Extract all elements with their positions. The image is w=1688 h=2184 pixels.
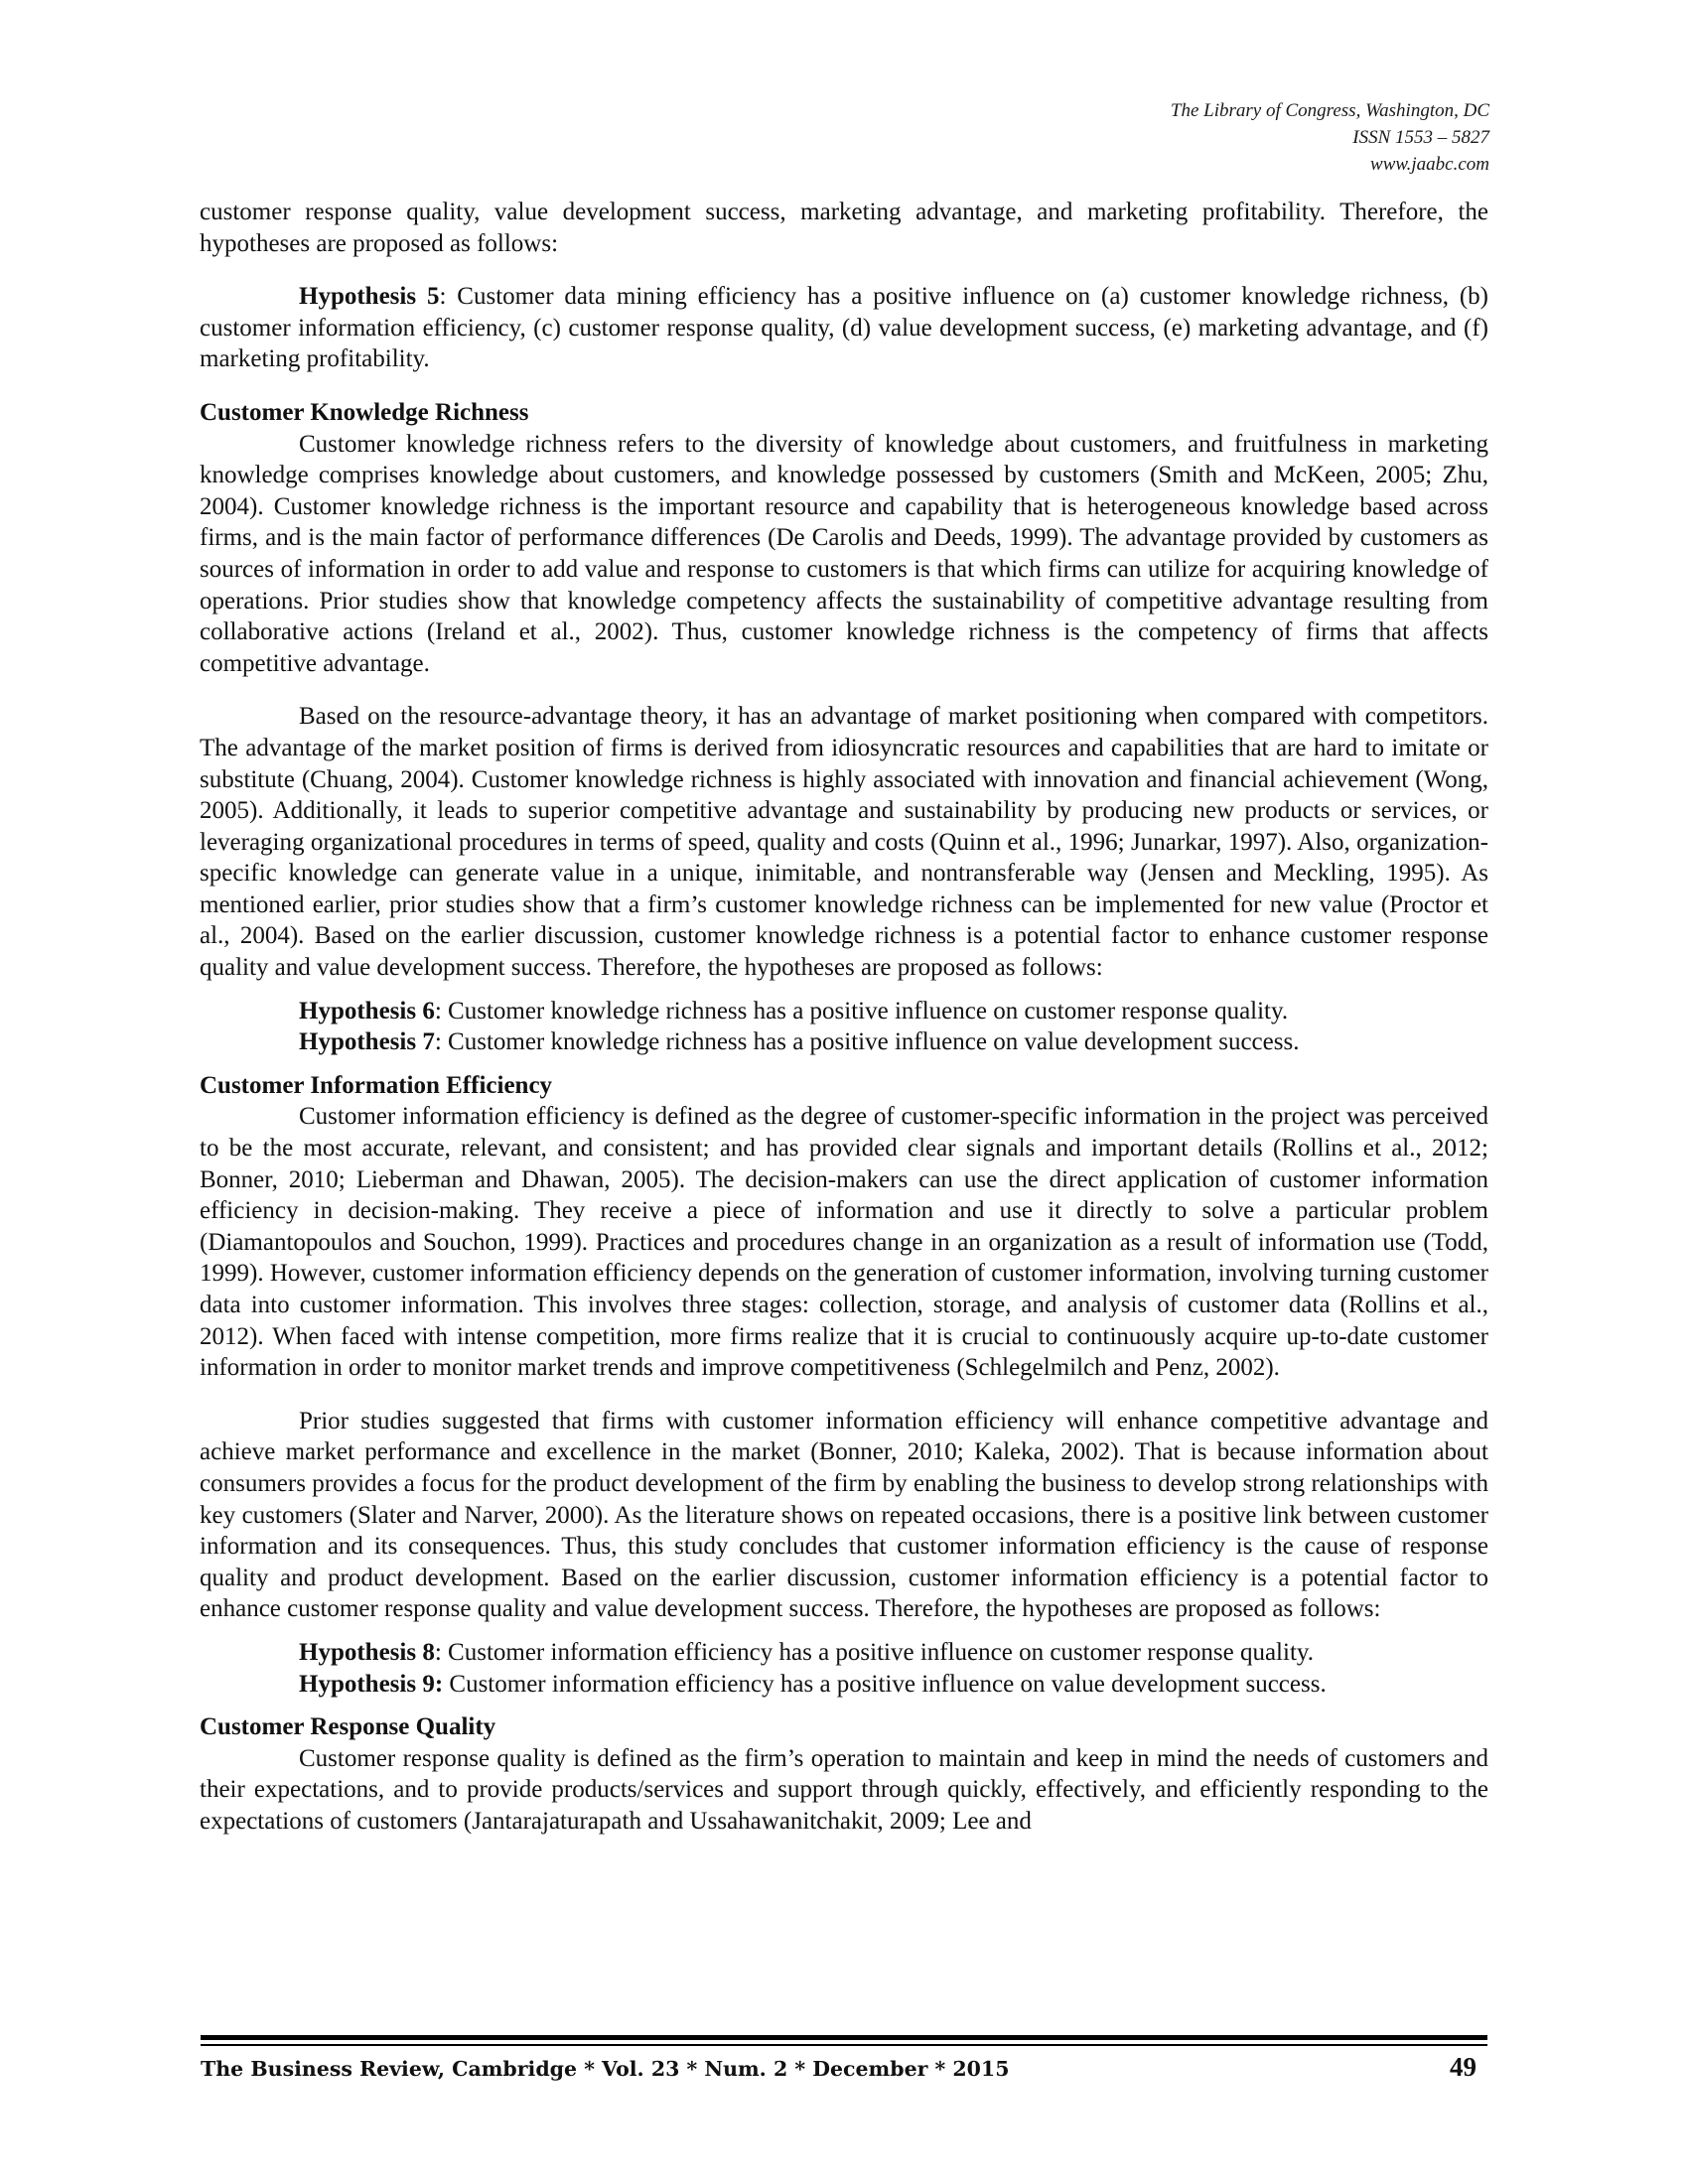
hypothesis-text: : Customer data mining efficiency has a positive influence on (a) customer knowledge richness, (b) customer information efficiency, (c) customer response quality, (d) value development success, (e) marketing advantage, and (f) marketing profitability. — [200, 283, 1488, 373]
footer-journal-info: The Business Review, Cambridge * Vol. 23 * Num. 2 * December * 2015 — [201, 2057, 1010, 2081]
paragraph: Prior studies suggested that firms with customer information efficiency will enhance competitive advantage and achieve market performance and excellence in the market (Bonner, 2010; Kaleka, 2002). That is because information about consumers provides a focus for the product development of the firm by enabling the business to develop strong relationships with key customers (Slater and Narver, 2000). As the literature shows on repeated occasions, there is a positive link between customer information and its consequences. Thus, this study concludes that customer information efficiency is the cause of response quality and product development. Based on the earlier discussion, customer information efficiency is a potential factor to enhance customer response quality and value development success. Therefore, the hypotheses are proposed as follows: — [200, 1407, 1488, 1623]
hypothesis-text: : Customer information efficiency has a positive influence on customer response quality. — [434, 1638, 1315, 1666]
hypothesis-8 — [200, 1637, 1488, 1669]
hypothesis-label: Hypothesis 6 — [299, 997, 435, 1024]
paragraph: Customer knowledge richness refers to the diversity of knowledge about customers, and fruitfulness in marketing knowledge comprises knowledge about customers, and knowledge possessed by customers (Smith and McKeen, 2005; Zhu, 2004). Customer knowledge richness is the important resource and capability that is heterogeneous knowledge based across firms, and is the main factor of performance differences (De Carolis and Deeds, 1999). The advantage provided by customers as sources of information in order to add value and response to customers is that which firms can utilize for acquiring knowledge of operations. Prior studies show that knowledge competency affects the sustainability of competitive advantage resulting from collaborative actions (Ireland et al., 2002). Thus, customer knowledge richness is the competency of firms that affects competitive advantage. — [200, 430, 1488, 677]
paragraph: Customer response quality is defined as the firm’s operation to maintain and keep in mind the needs of customers and their expectations, and to provide products/services and support through quickly, effectively, and efficiently responding to the expectations of customers (Jantarajaturapath and Ussahawanitchakit, 2009; Lee and — [200, 1744, 1488, 1835]
section-heading-customer-response-quality: Customer Response Quality — [200, 1713, 496, 1741]
hypothesis-label: Hypothesis 9: — [299, 1670, 444, 1698]
body-text — [200, 197, 1488, 1838]
paragraph: Customer information efficiency is defined as the degree of customer-specific information in the project was perceived to be the most accurate, relevant, and consistent; and has provided clear signals and important details (Rollins et al., 2012; Bonner, 2010; Lieberman and Dhawan, 2005). The decision-makers can use the direct application of customer information efficiency in decision-making. They receive a piece of information and use it directly to solve a particular problem (Diamantopoulos and Souchon, 1999). Practices and procedures change in an organization as a result of information use (Todd, 1999). However, customer information efficiency depends on the generation of customer information, involving turning customer data into customer information. This involves three stages: collection, storage, and analysis of customer data (Rollins et al., 2012). When faced with intense competition, more firms realize that it is crucial to continuously acquire up-to-date customer information in order to monitor market trends and improve competitiveness (Schlegelmilch and Penz, 2002). — [200, 1103, 1488, 1382]
running-header — [794, 97, 1489, 178]
hypothesis-5 — [200, 281, 1488, 375]
footer-rule — [201, 2035, 1487, 2040]
paragraph: customer response quality, value development success, marketing advantage, and marketing profitability. Therefore, the hypotheses are proposed as follows: — [200, 199, 1488, 257]
hypothesis-9 — [200, 1669, 1488, 1701]
hypothesis-text: : Customer knowledge richness has a positive influence on customer response quality. — [434, 997, 1289, 1024]
footer-rule-thin — [201, 2044, 1487, 2046]
header-issn: ISSN 1553 – 5827 — [1352, 127, 1489, 148]
header-library: The Library of Congress, Washington, DC — [1170, 100, 1489, 121]
paragraph: Based on the resource-advantage theory, it has an advantage of market positioning when compared with competitors. The advantage of the market position of firms is derived from idiosyncratic resources and capabilities that are hard to imitate or substitute (Chuang, 2004). Customer knowledge richness is highly associated with innovation and financial achievement (Wong, 2005). Additionally, it leads to superior competitive advantage and sustainability by producing new products or services, or leveraging organizational procedures in terms of speed, quality and costs (Quinn et al., 1996; Junarkar, 1997). Also, organization-specific knowledge can generate value in a unique, inimitable, and nontransferable way (Jensen and Meckling, 1995). As mentioned earlier, prior studies show that a firm’s customer knowledge richness can be implemented for new value (Proctor et al., 2004). Based on the earlier discussion, customer knowledge richness is a potential factor to enhance customer response quality and value development success. Therefore, the hypotheses are proposed as follows: — [200, 703, 1488, 982]
hypothesis-label: Hypothesis 8 — [299, 1638, 435, 1666]
hypothesis-text: Customer information efficiency has a positive influence on value development success. — [443, 1670, 1327, 1698]
header-website: www.jaabc.com — [1370, 154, 1489, 175]
section-heading-customer-knowledge-richness: Customer Knowledge Richness — [200, 398, 529, 426]
hypothesis-6 — [200, 996, 1488, 1027]
hypothesis-7 — [200, 1026, 1488, 1058]
hypothesis-text: : Customer knowledge richness has a positive influence on value development success. — [434, 1028, 1300, 1056]
hypothesis-label: Hypothesis 5 — [299, 283, 440, 311]
page-number: 49 — [1450, 2052, 1477, 2082]
hypothesis-label: Hypothesis 7 — [299, 1028, 435, 1056]
section-heading-customer-information-efficiency: Customer Information Efficiency — [200, 1071, 553, 1099]
